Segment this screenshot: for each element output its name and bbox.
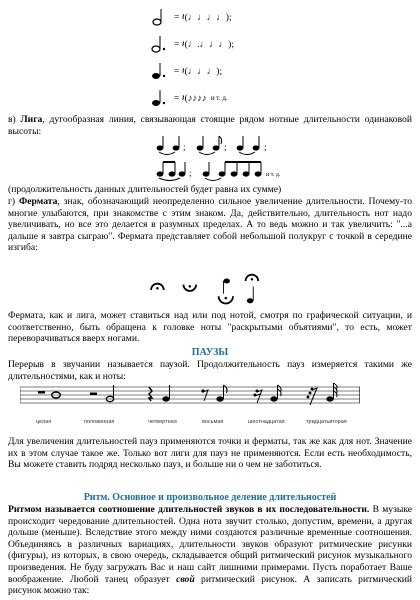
formula-etc: и т. д. [210,94,228,102]
quarter-note-icon [162,385,169,402]
fermata-paragraph-2: Фермата, как и лига, может ставиться над или под нотой, смотря по графической ситуации, и соответственно, быть обращена к головке ноты "раскрытыми объятиями", то есть, может переворачиваться вверх ногами. [8,310,412,345]
rhythm-paragraph [8,504,412,597]
svg-text:;: ; [224,142,227,152]
tie-example-2 [197,136,227,155]
tie-etc: и т. д. [266,172,281,178]
fermata-paragraph [8,196,412,254]
dotted-half-note-icon [148,33,170,55]
tie-example-5 [203,162,262,181]
tie-example-1 [157,136,186,155]
dotted-quarter-note-icon [148,60,170,82]
formula-text-3: = 𝄽(♩♩♩); [174,66,223,77]
formula-text-4: = 𝄽(♪♪♪♪ [174,93,207,104]
svg-text:;: ; [264,142,267,152]
formula-text-1: = 𝄽(♩♩♩♩); [174,12,232,23]
fermata-below-icon [184,285,197,291]
rhythm-emphasis: свой [176,573,195,585]
fermata-symbols [140,272,290,308]
half-rest-icon [90,393,97,396]
pauses-intro: Перерыв в звучании называется паузой. Продолжительность пауз измеряется такими же длительностями, как и ноты: [8,359,412,382]
formula-row-1 [148,6,308,28]
formula-row-3 [148,60,308,82]
pauses-after-paragraph: Для увеличения длительностей пауз применяются точки и ферматы, так же как для нот. Значение их в этом случае такое же. Только вот лиги для пауз не применяются. Если есть необходимость, Вы можете ставить подряд несколько пауз, и больше ни о чем не заботиться. [8,436,412,471]
fermata-under-note-icon [219,278,233,303]
rest-label-thirty-second: тридцатьвторая [306,419,347,425]
rest-label-eighth: восьмая [202,419,224,425]
formula-row-4 [148,87,308,109]
sixteenth-rest-icon [254,390,263,404]
rest-label-sixteenth: шестнадцатая [248,419,285,425]
liga-text: , дугообразная линия, связывающая стоящие рядом нотные длительности одинаковой высоты: [8,114,412,137]
fermata-term: Фермата [19,196,58,207]
fermata-above-icon [151,284,164,290]
svg-text:;: ; [189,168,192,178]
duration-formulas [148,6,308,114]
formula-row-2 [148,33,308,55]
liga-term: Лига [20,114,43,125]
rhythm-heading: Ритм. Основное и произвольное деление длительностей [83,492,337,503]
rests-staff [20,381,360,409]
fermata-over-note-icon [246,275,259,304]
thirty-second-rest-icon [307,388,317,405]
rest-label-whole: целая [36,419,52,425]
rest-label-half: половинная [84,419,115,425]
fermata-prefix: г) [8,196,16,207]
pauses-heading: ПАУЗЫ [191,347,229,358]
svg-text:;: ; [183,142,186,152]
tie-example-4 [157,162,192,181]
liga-note: (продолжительность данных длительностей будет равна их сумме) [8,184,282,195]
tie-example-3 [237,136,267,155]
formula-text-2: = 𝄽(♩.♩♩♩); [174,39,234,50]
rest-label-quarter: четвертная [148,419,177,425]
liga-paragraph: в) Лига, дугообразная линия, связывающая стоящие рядом нотные длительности одинаковой высоты: [8,114,412,137]
fermata-text: , знак, обозначающий неопределенно сильное увеличение длительности. Почему-то многие улыбаются, при знакомстве с этим знаком. Да, действительно, длительность нот надо увеличивать, но все это делается в разумных пределах. А то ведь можно и так увеличить: "...а дальше я завтра сыграю". Фермата представляет собой небольшой полукруг с точкой в середине изгиба: [8,196,412,254]
half-note-icon [148,6,170,28]
rhythm-definition: Ритмом называется соотношение длительностей звуков в их последовательности. [8,504,370,515]
rhythm-tail: ритмический рисунок. А записать ритмический рисунок можно так: [8,573,413,597]
rhythm-text: В музыке происходит чередование длительностей. Одна нота звучит столько, допустим, времени, а другая дольше (меньше). Вследствие этого между ними создаются различные временные соотношения. Объединяясь в различных вариациях, длительности звуков образуют ритмические рисунки (фигуры), из которых, в свою очередь, складывается общий ритмический рисунок музыкального произведения. Не буду загружать Вас и наш сайт лишними примерами. Пусть поработает Ваше воображение. Любой танец образует [8,504,413,585]
whole-rest-icon [38,391,45,394]
dotted-quarter-note-icon-2 [148,87,170,109]
tie-examples [150,130,320,182]
